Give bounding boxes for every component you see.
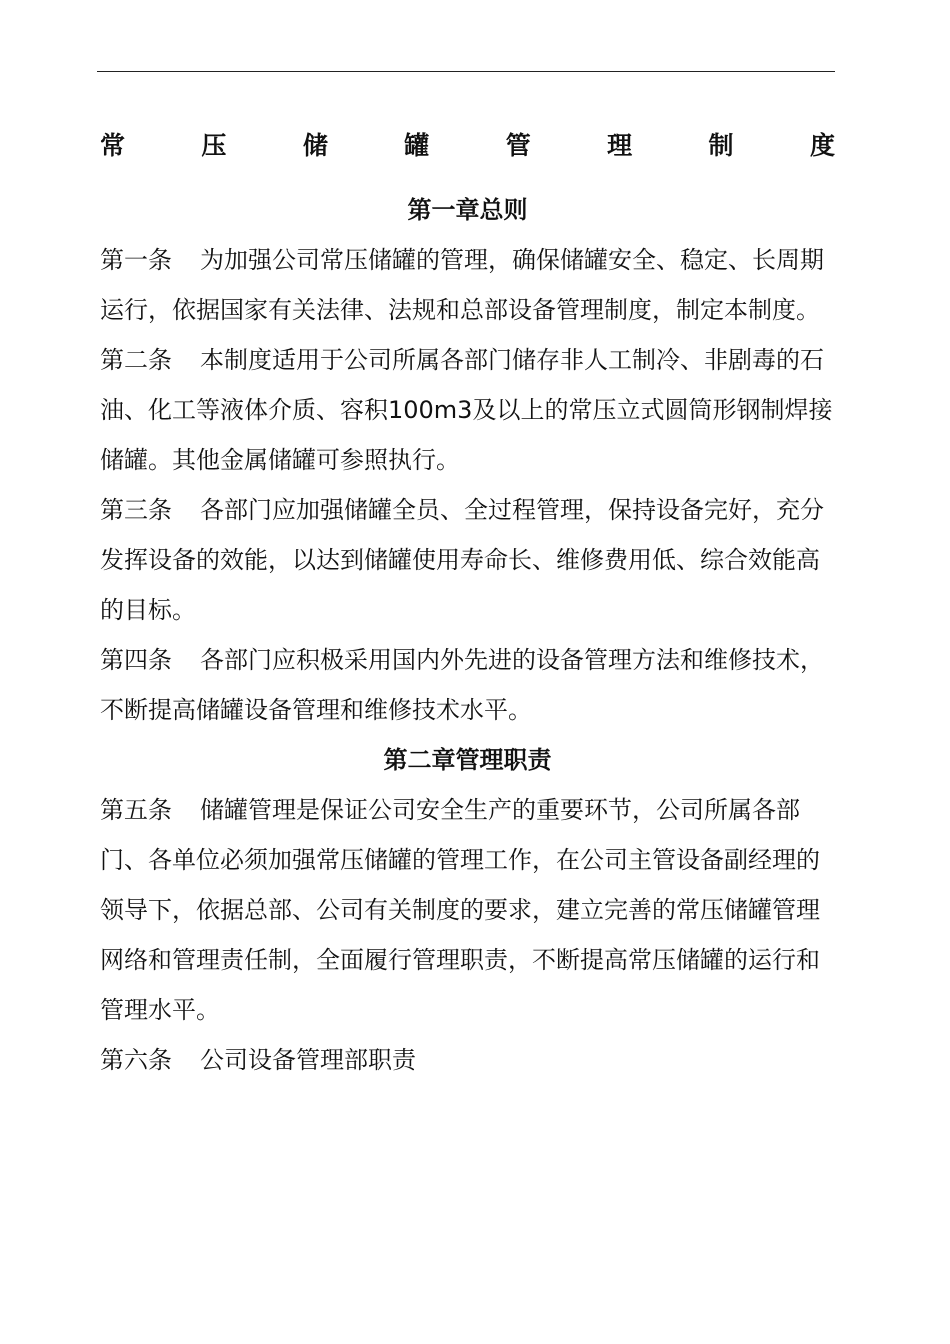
- article-1: [100, 235, 835, 335]
- title-char: 常: [100, 131, 126, 160]
- article-3: [100, 485, 835, 635]
- title-char: 管: [505, 131, 531, 160]
- article-number: 第五条: [100, 796, 172, 824]
- article-text: 各部门应积极采用国内外先进的设备管理方法和维修技术，不断提高储罐设备管理和维修技术水平。: [100, 646, 824, 724]
- article-text: 为加强公司常压储罐的管理，确保储罐安全、稳定、长周期运行，依据国家有关法律、法规和总部设备管理制度，制定本制度。: [100, 246, 824, 324]
- document-body: [100, 185, 835, 1085]
- article-text: 各部门应加强储罐全员、全过程管理，保持设备完好，充分发挥设备的效能，以达到储罐使用寿命长、维修费用低、综合效能高的目标。: [100, 496, 824, 624]
- article-text: 本制度适用于公司所属各部门储存非人工制冷、非剧毒的石油、化工等液体介质、容积100m3及以上的常压立式圆筒形钢制焊接储罐。其他金属储罐可参照执行。: [100, 346, 833, 474]
- article-2: [100, 335, 835, 485]
- title-char: 理: [607, 131, 633, 160]
- article-6: [100, 1035, 835, 1085]
- article-number: 第四条: [100, 646, 172, 674]
- chapter-heading-responsibilities: 第二章管理职责: [383, 746, 552, 774]
- document-title: [100, 124, 835, 164]
- article-5: [100, 785, 835, 1035]
- article-text: 公司设备管理部职责: [200, 1046, 416, 1074]
- article-text: 储罐管理是保证公司安全生产的重要环节，公司所属各部门、各单位必须加强常压储罐的管理工作，在公司主管设备副经理的领导下，依据总部、公司有关制度的要求，建立完善的常压储罐管理网络和管理责任制，全面履行管理职责，不断提高常压储罐的运行和管理水平。: [100, 796, 820, 1024]
- title-char: 罐: [404, 131, 430, 160]
- chapter-heading-general: 第一章总则: [407, 196, 528, 224]
- title-char: 储: [302, 131, 328, 160]
- article-number: 第二条: [100, 346, 172, 374]
- article-number: 第三条: [100, 496, 172, 524]
- article-number: 第一条: [100, 246, 172, 274]
- title-char: 压: [201, 131, 227, 160]
- title-char: 制: [708, 131, 734, 160]
- article-4: [100, 635, 835, 735]
- title-char: 度: [809, 131, 835, 160]
- header-rule: [97, 71, 835, 72]
- article-number: 第六条: [100, 1046, 172, 1074]
